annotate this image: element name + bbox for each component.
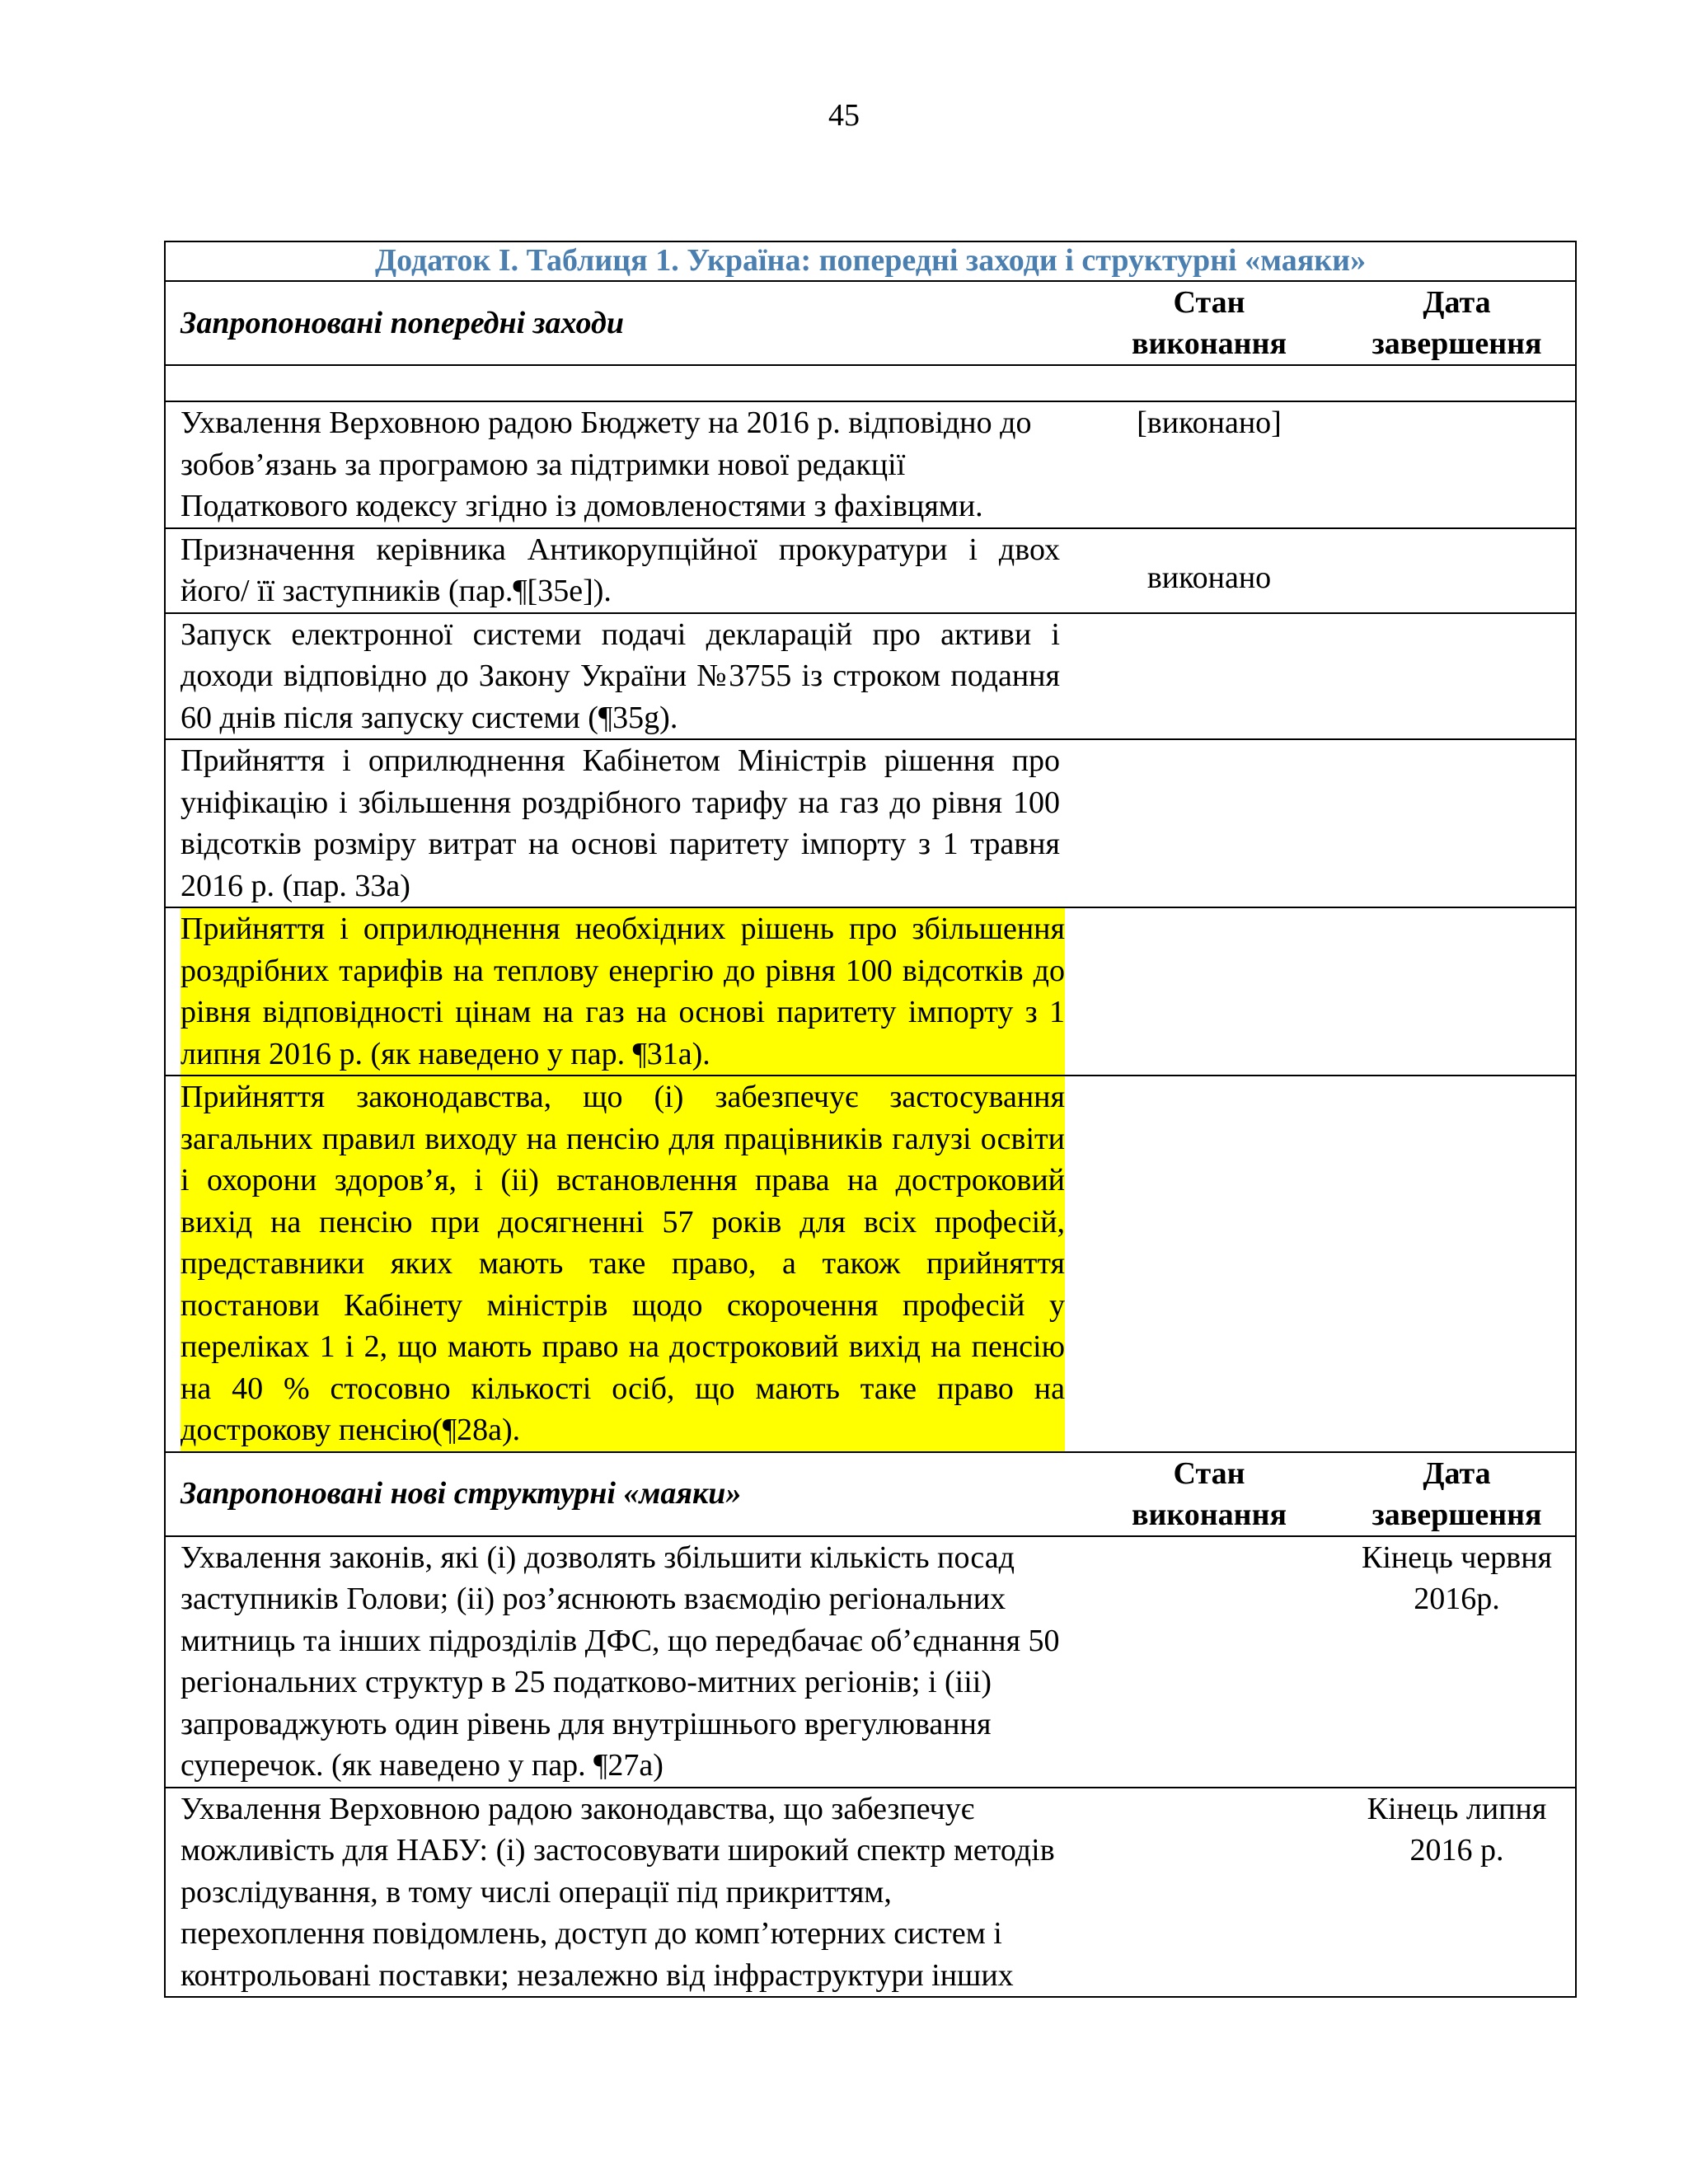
status-header-line: Стан: [1173, 285, 1245, 320]
measure-description: Запуск електронної системи подачі декларацій про активи і доходи відповідно до Закону України №3755 із строком подання 60 днів після запуску системи (¶35g).: [165, 613, 1080, 740]
date-line: Кінець липня: [1367, 1791, 1547, 1826]
table-title: Додаток I. Таблиця 1. Україна: попередні заходи і структурні «маяки»: [165, 241, 1576, 281]
measure-description: Ухвалення Верховною радою законодавства, що забезпечує можливість для НАБУ: (і) застосовувати широкий спектр методів розслідування, в тому числі операції під прикриттям, перехоплення повідомлень, доступ до комп’ютерних систем і контрольовані поставки; незалежно від інфраструктури інших: [165, 1788, 1080, 1998]
date-header-line: Дата: [1423, 285, 1491, 320]
date-header-line: Дата: [1423, 1455, 1491, 1491]
table-title-row: [165, 241, 1576, 281]
measure-description-highlighted: [165, 1076, 1080, 1452]
status-cell: [виконано]: [1080, 401, 1339, 528]
status-cell: [1080, 907, 1339, 1076]
empty-cell: [165, 365, 1576, 401]
status-cell: [1080, 1536, 1339, 1788]
page-number: 45: [828, 98, 860, 133]
status-cell: [1080, 1788, 1339, 1998]
status-cell: виконано: [1080, 528, 1339, 613]
status-cell: [1080, 739, 1339, 907]
table-row: [165, 528, 1576, 613]
status-column-header: [1080, 1452, 1339, 1536]
highlighted-text: Прийняття законодавства, що (і) забезпечує застосування загальних правил виходу на пенсію для працівників галузі освіти і охорони здоров’я, і (ii) встановлення права на достроковий вихід на пенсію при досягненні 57 років для всіх професій, представники яких мають таке право, а також прийняття постанови Кабінету міністрів щодо скорочення професій у переліках 1 і 2, що мають право на достроковий вихід на пенсію на 40 % стосовно кількості осіб, що мають таке право на дострокову пенсію(¶28a).: [181, 1076, 1065, 1451]
status-header-line: Стан: [1173, 1455, 1245, 1491]
measure-description: Призначення керівника Антикорупційної прокуратури і двох його/ її заступників (пар.¶[35e]).: [165, 528, 1080, 613]
table-row: [165, 1076, 1576, 1452]
measure-description: Прийняття і оприлюднення Кабінетом Міністрів рішення про уніфікацію і збільшення роздрібного тарифу на газ до рівня 100 відсотків розміру витрат на основі паритету імпорту з 1 травня 2016 р. (пар. 33a): [165, 739, 1080, 907]
date-header-line: завершення: [1372, 1497, 1542, 1532]
table-row: [165, 1788, 1576, 1998]
measure-description: Ухвалення законів, які (і) дозволять збільшити кількість посад заступників Голови; (іі) роз’яснюють взаємодію регіональних митниць та інших підрозділів ДФС, що передбачає об’єднання 50 регіональних структур в 25 податково-митних регіонів; і (iii) запроваджують один рівень для внутрішнього врегулювання суперечок. (як наведено у пар. ¶27a): [165, 1536, 1080, 1788]
date-cell: [1339, 739, 1576, 907]
table-row: [165, 613, 1576, 740]
empty-row: [165, 365, 1576, 401]
date-line: 2016 р.: [1409, 1833, 1504, 1868]
status-cell: [1080, 1076, 1339, 1452]
annex-table: [164, 241, 1577, 1998]
date-cell: [1339, 1788, 1576, 1998]
measure-description-highlighted: [165, 907, 1080, 1076]
status-header-line: виконання: [1131, 326, 1287, 361]
status-header-line: виконання: [1131, 1497, 1287, 1532]
measure-description: Ухвалення Верховною радою Бюджету на 2016 р. відповідно до зобов’язань за програмою за підтримки нової редакції Податкового кодексу згідно із домовленостями з фахівцями.: [165, 401, 1080, 528]
date-line: Кінець червня: [1362, 1540, 1553, 1575]
date-cell: [1339, 1076, 1576, 1452]
table-row: [165, 739, 1576, 907]
date-cell: [1339, 528, 1576, 613]
date-cell: [1339, 401, 1576, 528]
date-cell: [1339, 907, 1576, 1076]
status-column-header: [1080, 281, 1339, 365]
status-cell: [1080, 613, 1339, 740]
date-cell: [1339, 613, 1576, 740]
date-column-header: [1339, 281, 1576, 365]
table-row: [165, 401, 1576, 528]
section-header-row: [165, 1452, 1576, 1536]
table-row: [165, 907, 1576, 1076]
date-column-header: [1339, 1452, 1576, 1536]
date-header-line: завершення: [1372, 326, 1542, 361]
date-cell: [1339, 1536, 1576, 1788]
date-line: 2016р.: [1414, 1582, 1500, 1616]
table-row: [165, 1536, 1576, 1788]
section-heading: Запропоновані нові структурні «маяки»: [165, 1452, 1080, 1536]
section-heading: Запропоновані попередні заходи: [165, 281, 1080, 365]
section-header-row: [165, 281, 1576, 365]
highlighted-text: Прийняття і оприлюднення необхідних рішень про збільшення роздрібних тарифів на теплову енергію до рівня 100 відсотків до рівня відповідності цінам на газ на основі паритету імпорту з 1 липня 2016 р. (як наведено у пар. ¶31a).: [181, 908, 1065, 1075]
